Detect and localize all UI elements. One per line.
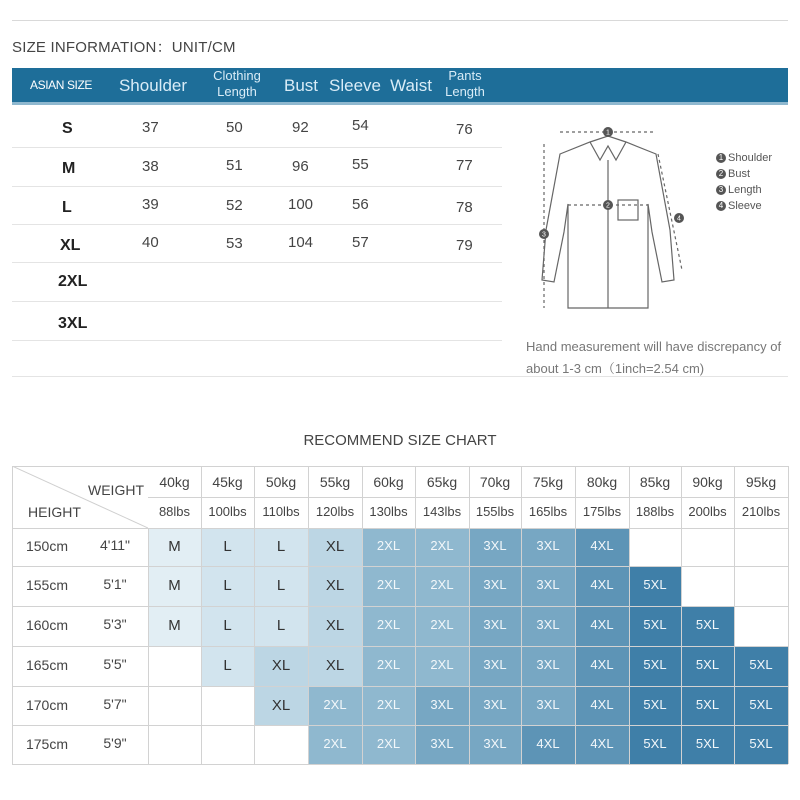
height-cm: 175cm [25, 735, 69, 752]
size-cell: 5XL [749, 735, 773, 751]
bust-value: 96 [292, 158, 309, 175]
size-cell: 2XL [376, 617, 401, 632]
length-value: 53 [226, 235, 243, 252]
size-cell: 4XL [590, 577, 614, 592]
note-line: about 1-3 cm（1inch=2.54 cm) [526, 361, 705, 376]
size-cell: 5XL [643, 696, 667, 712]
weight-lbs: 155lbs [475, 504, 515, 519]
grid-line [308, 466, 309, 764]
svg-text:3: 3 [542, 231, 546, 239]
size-cell: 3XL [536, 577, 560, 592]
size-table-header [12, 68, 788, 102]
size-row-m [12, 148, 502, 186]
header-asian-size: ASIAN SIZE [30, 78, 93, 92]
header-clothing-length-line1: Clothing [213, 68, 261, 83]
grid-line [521, 466, 522, 764]
length-value: 51 [226, 157, 243, 174]
size-info-title: SIZE INFORMATION：UNIT/CM [12, 39, 236, 56]
grid-line [12, 466, 788, 467]
height-ft: 5'7" [103, 695, 127, 712]
size-cell: 3XL [483, 617, 507, 632]
size-row-l [12, 187, 502, 225]
weight-lbs: 165lbs [528, 504, 568, 519]
size-cell: 4XL [590, 617, 614, 632]
size-cell: L [276, 617, 286, 634]
size-label: S [62, 120, 73, 137]
header-clothing-length-line2: Length [217, 84, 257, 99]
weight-lbs: 210lbs [741, 504, 781, 519]
shoulder-value: 39 [142, 196, 159, 213]
legend-bust: Bust [728, 168, 751, 180]
weight-lbs: 175lbs [582, 504, 622, 519]
grid-line [12, 686, 788, 687]
size-cell: XL [325, 538, 345, 555]
measurement-note [526, 336, 788, 380]
header-shoulder: Shoulder [118, 76, 188, 95]
weight-lbs: 188lbs [635, 504, 675, 519]
size-cell: 3XL [536, 617, 560, 632]
weight-lbs: 130lbs [369, 504, 408, 519]
grid-line [254, 466, 255, 764]
grid-line [681, 466, 682, 764]
weight-kg: 40kg [159, 474, 190, 490]
size-cell: 3XL [430, 696, 454, 712]
size-cell: 3XL [536, 696, 560, 712]
svg-text:2: 2 [606, 202, 610, 210]
weight-kg: 50kg [265, 474, 297, 490]
size-cell: 3XL [430, 735, 454, 751]
legend-shoulder: Shoulder [728, 152, 773, 164]
size-cell: L [223, 657, 232, 674]
legend-sleeve: Sleeve [728, 200, 762, 212]
pants-value: 79 [456, 237, 473, 254]
weight-kg: 95kg [745, 474, 777, 490]
weight-kg: 85kg [639, 474, 671, 490]
size-cell: XL [271, 696, 291, 714]
svg-text:1: 1 [606, 129, 610, 137]
height-cm: 160cm [25, 617, 69, 633]
grid-line [415, 466, 416, 764]
size-row-xl [12, 225, 502, 263]
size-cell: 2XL [430, 577, 454, 592]
height-label: HEIGHT [28, 504, 81, 520]
size-cell: 5XL [643, 617, 667, 632]
grid-line [362, 466, 363, 764]
size-cell: 5XL [695, 735, 720, 751]
size-cell: XL [325, 617, 345, 634]
recommend-size-table [12, 466, 788, 766]
size-label: XL [60, 237, 81, 254]
header-bust: Bust [283, 76, 319, 95]
sleeve-value: 54 [352, 117, 369, 134]
size-cell: L [223, 538, 232, 555]
size-cell: L [276, 577, 286, 594]
size-cell: 4XL [590, 735, 614, 751]
size-cell: 5XL [695, 696, 720, 712]
size-cell: 3XL [536, 538, 560, 553]
size-label: 3XL [58, 315, 88, 332]
weight-lbs: 110lbs [262, 504, 300, 519]
header-pants-length-line2: Length [445, 84, 485, 99]
weight-kg: 45kg [212, 474, 243, 490]
size-cell: 2XL [323, 696, 347, 712]
height-cm: 155cm [25, 577, 69, 593]
size-cell: L [276, 538, 286, 555]
shoulder-value: 38 [142, 158, 159, 175]
shoulder-value: 40 [142, 234, 159, 251]
note-line: Hand measurement will have discrepancy of [526, 339, 782, 354]
size-cell: 2XL [376, 696, 401, 712]
grid-line [12, 606, 788, 607]
size-cell: 2XL [430, 538, 454, 553]
grid-line [148, 497, 788, 498]
size-cell: 2XL [376, 538, 401, 553]
row-divider [12, 340, 502, 341]
size-cell: M [168, 617, 181, 634]
size-cell: 2XL [430, 657, 454, 672]
size-cell: 2XL [376, 577, 401, 592]
size-row-3xl [12, 302, 502, 340]
size-cell: 4XL [590, 696, 614, 712]
size-label: 2XL [58, 273, 88, 290]
grid-line [629, 466, 630, 764]
header-clothing-length [204, 68, 270, 100]
weight-lbs: 200lbs [688, 504, 727, 519]
measurement-legend [716, 150, 772, 214]
height-ft: 5'5" [103, 656, 127, 672]
size-cell: L [223, 577, 232, 594]
weight-kg: 60kg [373, 474, 404, 490]
recommend-title: RECOMMEND SIZE CHART [303, 432, 497, 449]
size-cell: 5XL [643, 657, 667, 672]
size-cell: 3XL [483, 577, 507, 592]
weight-lbs: 143lbs [422, 504, 462, 519]
grid-line [12, 646, 788, 647]
size-cell: 4XL [590, 538, 614, 553]
grid-line [12, 725, 788, 726]
grid-line [201, 466, 202, 764]
size-label: L [62, 199, 72, 216]
grid-line [575, 466, 576, 764]
grid-line [12, 466, 13, 764]
sleeve-value: 57 [352, 234, 369, 251]
legend-item: 2 Bust [716, 166, 772, 182]
pants-value: 76 [456, 121, 473, 138]
legend-item: 1 Shoulder [716, 150, 772, 166]
weight-lbs: 88lbs [158, 504, 191, 519]
pants-value: 78 [456, 199, 473, 216]
size-cell: 3XL [483, 696, 507, 712]
header-waist: Waist [390, 76, 432, 95]
legend-length: Length [728, 184, 762, 196]
header-underline [12, 102, 788, 105]
height-ft: 5'3" [103, 616, 127, 632]
size-cell: 5XL [643, 577, 667, 592]
grid-line [12, 528, 788, 529]
size-cell: 3XL [483, 538, 507, 553]
size-cell: 5XL [749, 696, 773, 712]
header-pants-length [436, 68, 494, 100]
top-divider [12, 20, 788, 21]
size-cell: 2XL [323, 735, 347, 751]
weight-kg: 65kg [426, 474, 458, 490]
size-row-2xl [12, 263, 502, 301]
weight-kg: 90kg [692, 474, 723, 490]
size-cell: 5XL [695, 657, 720, 672]
size-cell: 5XL [695, 617, 720, 632]
shirt-measurement-icon [524, 120, 694, 320]
grid-line [12, 764, 788, 765]
header-pants-length-line1: Pants [448, 68, 482, 83]
svg-text:4: 4 [677, 215, 681, 223]
weight-lbs: 100lbs [208, 504, 247, 519]
size-cell: 5XL [643, 735, 667, 751]
size-cell: M [168, 577, 181, 594]
weight-lbs: 120lbs [315, 504, 355, 519]
size-label: M [62, 160, 76, 177]
height-ft: 5'9" [103, 734, 127, 751]
sleeve-value: 56 [352, 196, 369, 213]
height-ft: 5'1" [103, 576, 127, 592]
size-cell: 3XL [536, 657, 560, 672]
size-cell: L [223, 617, 232, 634]
height-cm: 165cm [25, 657, 69, 673]
sleeve-value: 55 [352, 156, 369, 173]
grid-line [12, 566, 788, 567]
weight-label: WEIGHT [88, 482, 144, 498]
weight-kg: 80kg [586, 474, 618, 490]
grid-line [734, 466, 735, 764]
size-cell: 2XL [376, 657, 401, 672]
bust-value: 100 [288, 196, 314, 213]
size-cell: 5XL [749, 657, 773, 672]
height-ft: 4'11" [100, 537, 130, 553]
header-sleeve: Sleeve [329, 76, 381, 95]
height-cm: 150cm [25, 538, 69, 554]
size-cell: 2XL [376, 735, 401, 751]
size-cell: 4XL [536, 735, 560, 751]
size-cell: 3XL [483, 657, 507, 672]
size-cell: M [168, 538, 181, 555]
weight-kg: 55kg [319, 474, 351, 490]
bust-value: 104 [288, 234, 314, 251]
grid-line [469, 466, 470, 764]
shoulder-value: 37 [142, 119, 159, 136]
size-cell: XL [271, 657, 291, 674]
weight-kg: 75kg [532, 474, 564, 490]
weight-kg: 70kg [479, 474, 511, 490]
pants-value: 77 [456, 157, 473, 174]
length-value: 52 [226, 197, 243, 214]
size-cell: XL [325, 657, 345, 674]
size-row-s [12, 109, 502, 147]
grid-line [788, 466, 789, 764]
size-cell: 2XL [430, 617, 454, 632]
legend-item: 3 Length [716, 182, 772, 198]
size-cell: XL [325, 577, 345, 594]
length-value: 50 [226, 119, 243, 136]
bust-value: 92 [292, 119, 309, 136]
size-cell: 3XL [483, 735, 507, 751]
size-cell: 4XL [590, 657, 614, 672]
height-cm: 170cm [25, 696, 69, 713]
legend-item: 4 Sleeve [716, 198, 772, 214]
